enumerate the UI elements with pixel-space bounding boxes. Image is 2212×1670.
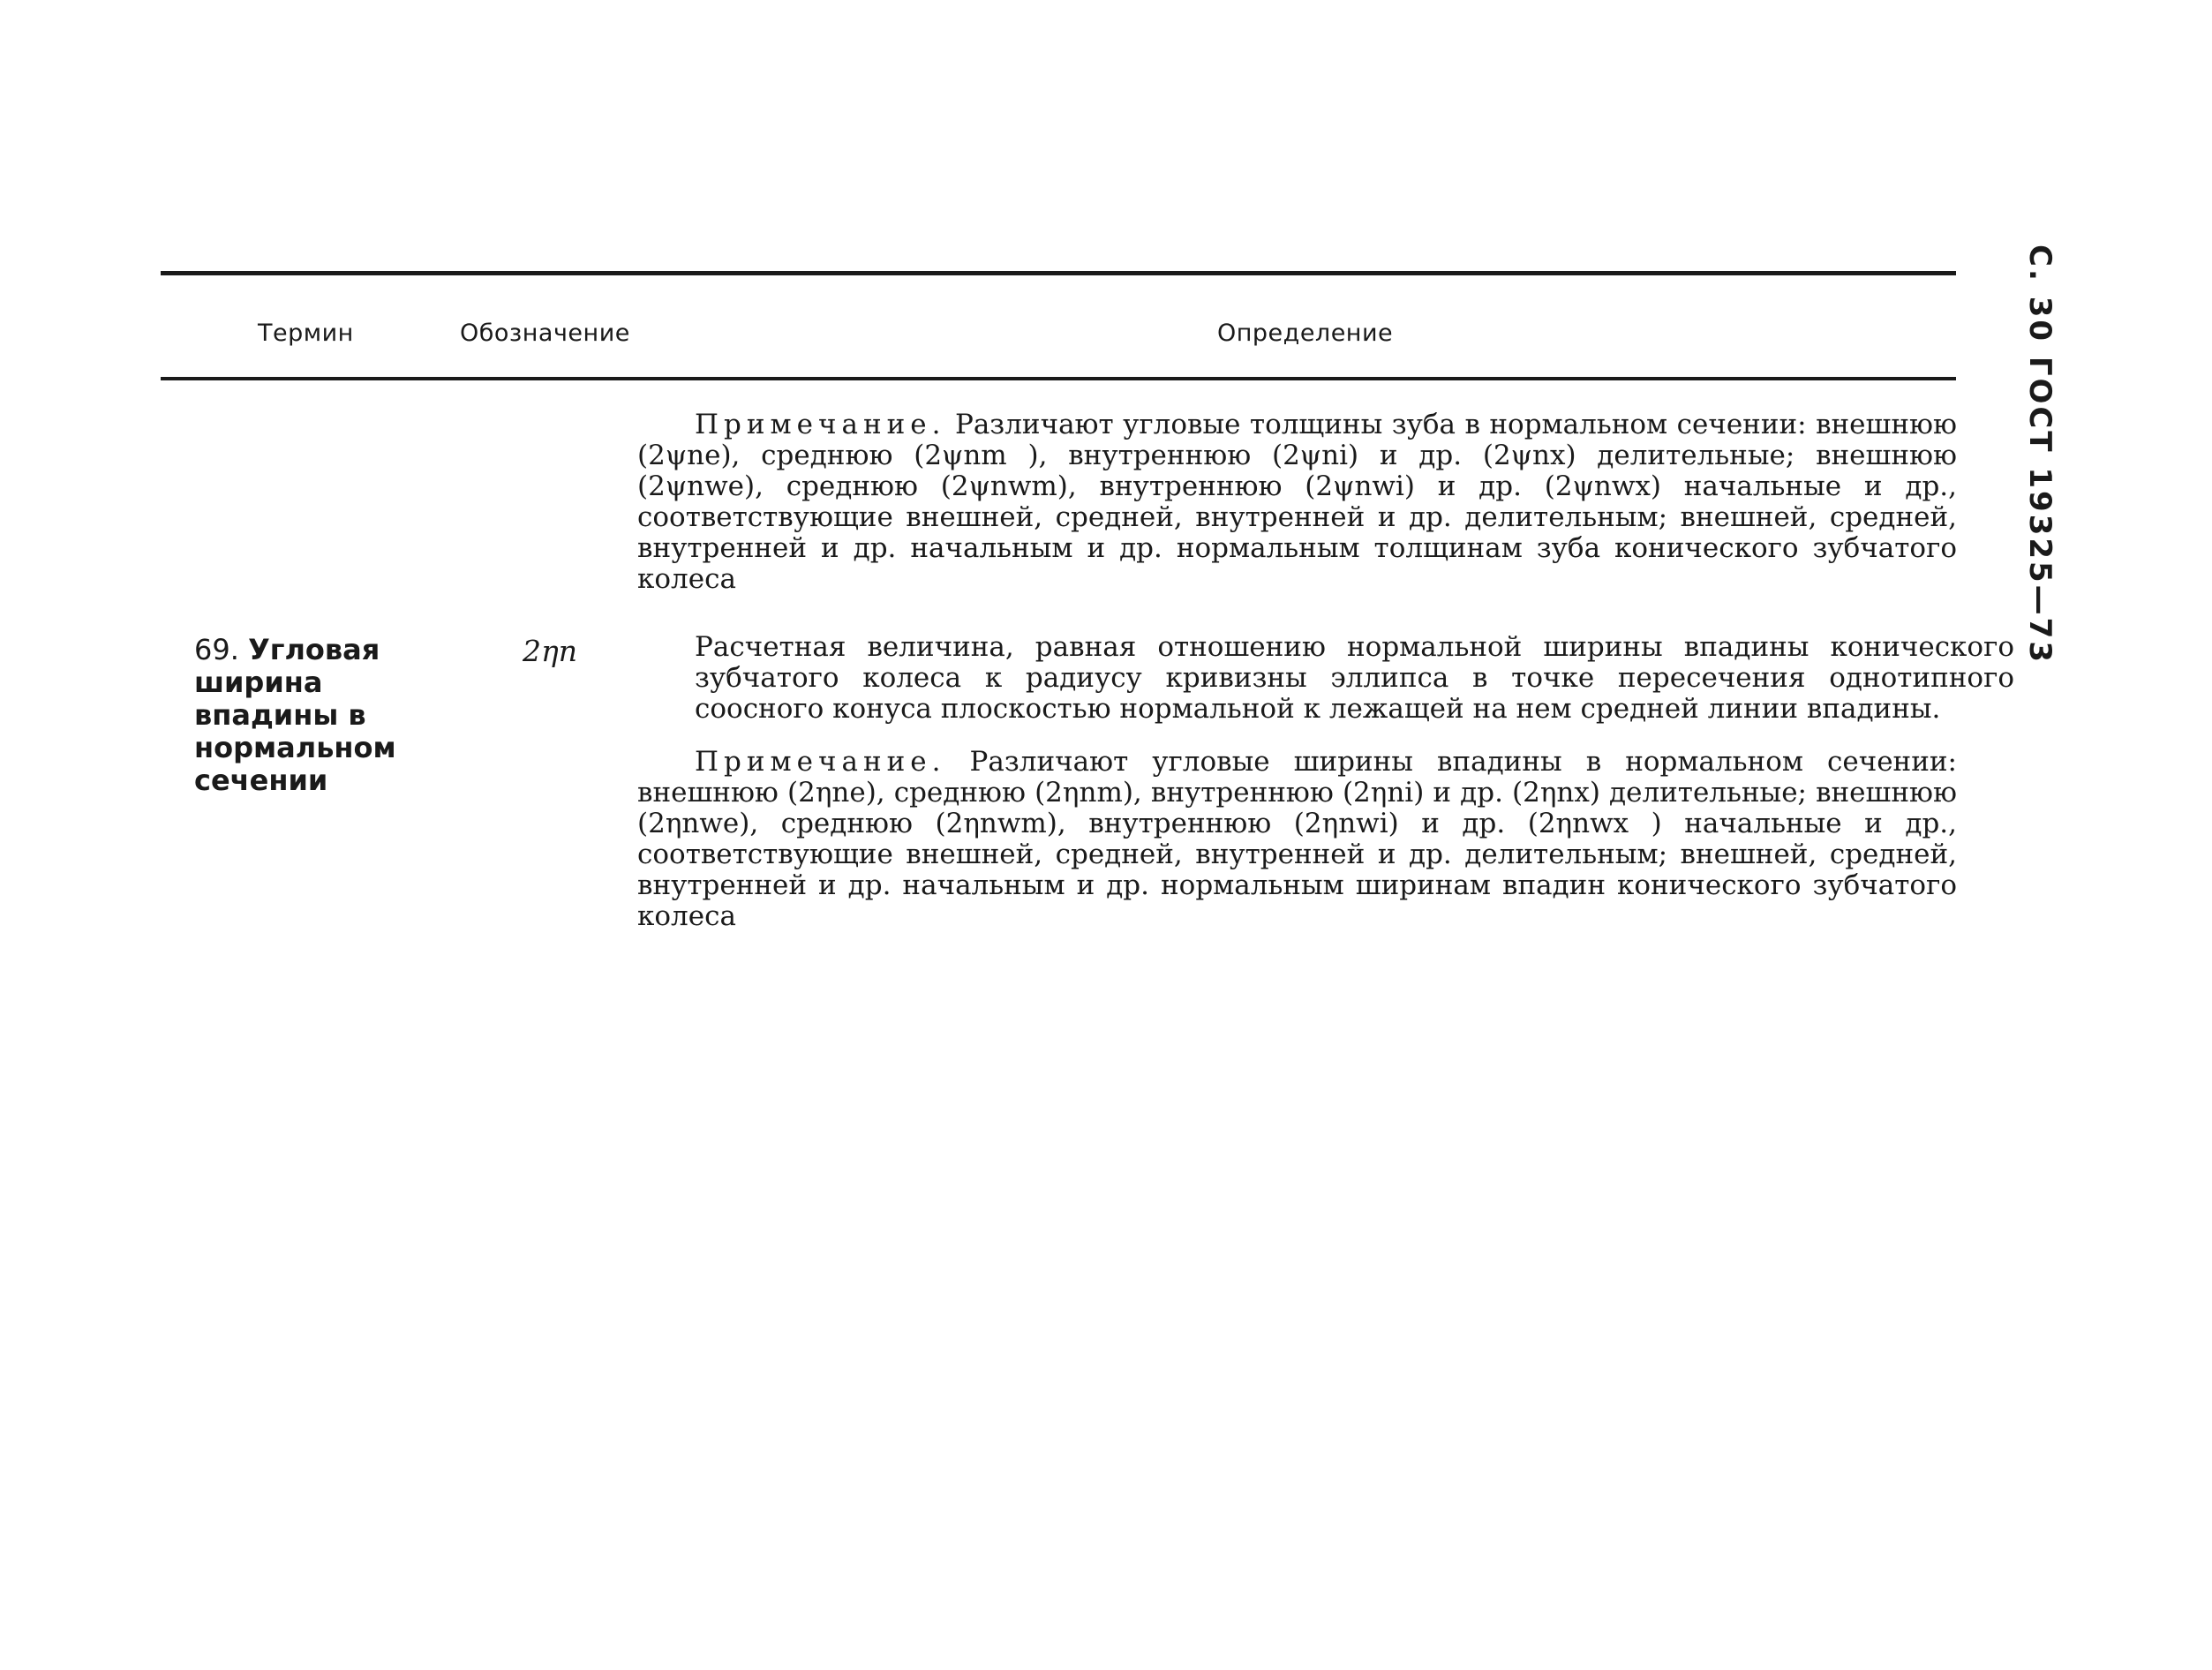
note-width — [637, 747, 1957, 932]
note-text: Различают угловые ширины впадины в нормальном сечении: внешнюю (2ηne), среднюю (2ηnm), внутреннюю (2ηni) и др. (2ηnx) делительные; внешнюю (2ηnwe), среднюю (2ηnwm), внутреннюю (2ηnwi) и др. (2ηnwx ) начальные и др., соответствующие внешней, средней, внутренней и др. делительным; внешней, средней, внутренней и др. начальным и др. нормальным ширинам впадин конического зубчатого колеса — [637, 746, 1957, 932]
header-term: Термин — [258, 320, 354, 347]
term-name: Угловая ширина впадины в нормальном сечении — [194, 633, 396, 797]
term-69 — [194, 634, 450, 797]
side-label-text: С. 30 ГОСТ 19325—73 — [2022, 244, 2058, 666]
term-number: 69. — [194, 633, 239, 666]
table-top-rule — [161, 271, 1956, 275]
header-symbol: Обозначение — [460, 320, 630, 347]
note-text: Различают угловые толщины зуба в нормальном сечении: внешнюю (2ψne), среднюю (2ψnm ), внутреннюю (2ψni) и др. (2ψnx) делительные; внешнюю (2ψnwe), среднюю (2ψnwm), внутреннюю (2ψnwi) и др. (2ψnwx) начальные и др., соответствующие внешней, средней, внутренней и др. делительным; внешней, средней, внутренней и др. начальным и др. нормальным толщинам зуба конического зубчатого колеса — [637, 409, 1957, 595]
term-definition: Расчетная величина, равная отношению нормальной ширины впадины конического зубчатого колеса к радиусу кривизны эллипса в точке пересечения однотипного соосного конуса плоскостью нормальной к лежащей на нем средней линии впадины. — [695, 631, 2014, 725]
note-thickness — [637, 410, 1957, 595]
note-lead: Примечание. — [695, 746, 946, 778]
page-side-label — [2005, 244, 2075, 666]
note-lead: Примечание. — [695, 409, 946, 440]
table-header-rule — [161, 377, 1956, 380]
term-symbol: 2ηn — [523, 634, 578, 668]
header-definition: Определение — [1217, 320, 1394, 347]
